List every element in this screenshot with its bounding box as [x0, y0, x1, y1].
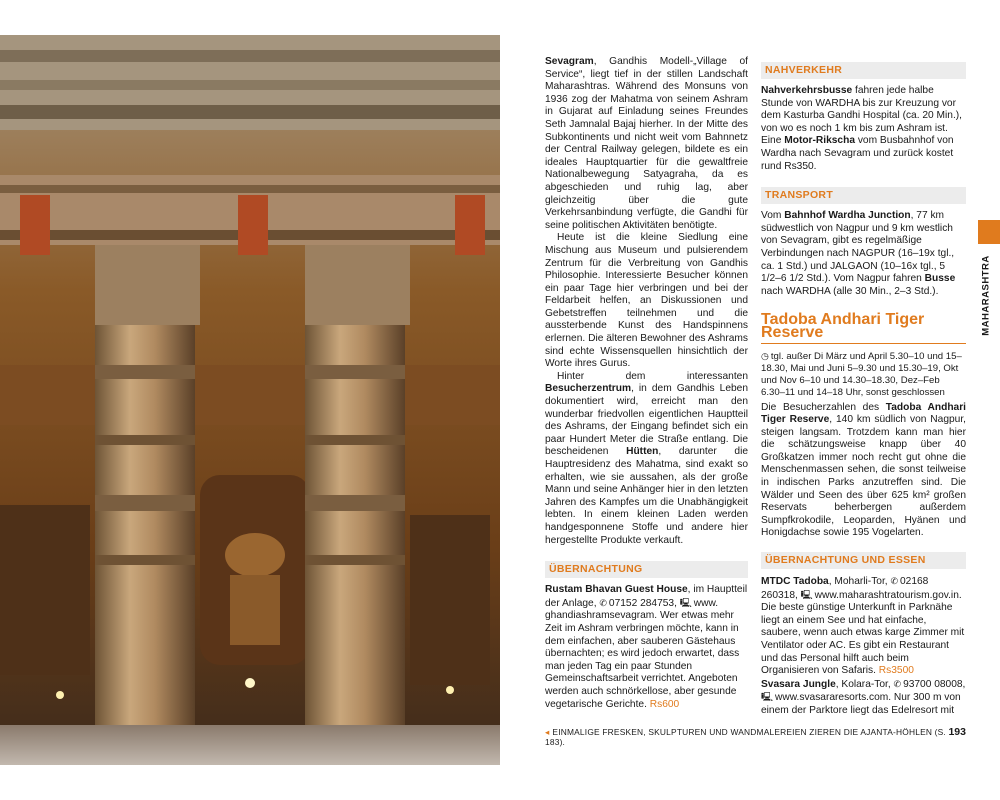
page-number: 193: [948, 726, 966, 738]
computer-icon: 🖳: [761, 692, 774, 703]
main-text-column: [545, 56, 748, 711]
transport-text: Vom Bahnhof Wardha Junction, 77 km südwestlich von Nagpur und 9 km westlich von Sevagram, gibt es regelmäßige Verbindungen nach NAGPUR (16–19x tgl., ca. 1 Std.) und JALGAON (10–16x tgl., 5 1/2–6 1/2 Std.). Vom Nagpur fahren Busse nach WARDHA (alle 30 Min., 2–3 Std.).: [761, 210, 956, 297]
info-column: [761, 62, 966, 718]
price: Rs600: [649, 698, 680, 710]
nahverkehr-text: Nahverkehrsbusse fahren jede halbe Stunde von WARDHA bis zur Kreuzung vor dem Kasturba Gandhi Hospital (ca. 20 Min.), von wo es noch 1 km bis zum Ashram ist. Eine Motor-Rikscha vom Busbahnhof von Wardha nach Sevagram und zurück kostet rund Rs350.: [761, 85, 963, 172]
phone-icon: ✆: [599, 597, 607, 608]
uebernachtung-essen-heading: ÜBERNACHTUNG UND ESSEN: [761, 552, 966, 569]
price: Rs3500: [878, 665, 914, 677]
visitor-center-paragraph: Hinter dem interessanten Besucherzentrum, in dem Gandhis Leben dokumentiert wird, erreicht man den wunderbar friedvollen eigentlichen Hauptteil des Ashrams, der Eingang befindet sich ein paar Hundert Meter die Straße entlang. Die bescheidenen Hütten, darunter die Hauptresidenz des Mahatma, sind exakt so erhalten, wie sie aussahen, als der große Mann und seine Anhänger hier in den letzten Jahren des Kampfes um die Unabhängigkeit lebten. In einem kleinen Laden werden handgesponnene Stoffe und andere hier hergestellte Produkte verkauft.: [545, 370, 749, 546]
mtdc-entry: MTDC Tadoba, Moharli-Tor, ✆ 02168 260318, 🖳 www.maharashtratourism.gov.in. Die beste günstige Unterkunft in Parknähe liegt an einem See und hat einfache, saubere, wenn auch etwas karge Zimmer mit Ventilator oder AC. Es gibt ein Restaurant und das Personal hilft auch beim Organisieren von Safaris. Rs3500: [761, 576, 965, 677]
svasara-entry: Svasara Jungle, Kolara-Tor, ✆ 93700 08008, 🖳 www.svasararesorts.com. Nur 300 m von einem der Parktore liegt das Edelresort mit: [761, 678, 966, 716]
tadoba-text: Die Besucherzahlen des Tadoba Andhari Tiger Reserve, 140 km südlich von Nagpur, steigen langsam. Trotzdem kann man hier die schätzungsweise knapp über 40 Großkatzen immer noch recht gut ohne die Menschenmassen sehen, die sonst teilweise in indischen Parks anzutreffen sind. Die Wälder und Seen des über 625 km² großen Reservats beherbergen außerdem Sumpfkrokodile, Leoparden, Hyänen und Honigdachse sowie 195 Vogelarten.: [761, 401, 967, 539]
phone-icon: ✆: [893, 678, 902, 689]
computer-icon: 🖳: [679, 597, 692, 608]
caret-left-icon: ◂: [545, 727, 550, 737]
transport-heading: TRANSPORT: [761, 187, 966, 204]
ajanta-cave-photo: [0, 35, 500, 765]
settlement-paragraph: Heute ist die kleine Siedlung eine Mischung aus Museum und pulsierendem Zentrum für die Verbreitung von Gandhis Philosophie. Interessierte Besucher können ein paar Tage hier verbringen und bei der Feldarbeit helfen, an Diskussionen und Gebetstreffen teilnehmen und die aussterbende Kunst des Handspinnens erlernen. Die älteren Bewohner des Ashrams sind echte Wissensquellen hinsichtlich der Worte ihres Gurus.: [545, 232, 748, 370]
nahverkehr-heading: NAHVERKEHR: [761, 62, 966, 79]
intro-paragraph: Sevagram, Gandhis Modell-„Village of Service“, liegt tief in der stillen Landschaft Maharashtras. Während des Monsuns von 1936 zog der Mahatma von seinem Ashram in Gujarat auf Einladung seines Freundes Seth Jamnalal Bajaj hierher. In der Mitte des Subkontinents und nicht weit vom Bahnnetz der Central Railway gelegen, bildete es ein ideales Hauptquartier für die gewaltfreie Nationalbewegung Satyagraha, da es abgeschieden und ruhig lag, aber gleichzeitig über die gute Verkehrsanbindung verfügte, die Gandhi für seine politischen Aktivitäten benötigte.: [545, 56, 748, 231]
chapter-tab: [978, 220, 1000, 244]
photo-caption: ◂ EINMALIGE FRESKEN, SKULPTUREN UND WANDMALEREIEN ZIEREN DIE AJANTA-HÖHLEN (S. 183).: [545, 727, 946, 747]
clock-icon: ◷: [761, 350, 769, 361]
phone-icon: ✆: [890, 576, 898, 587]
uebernachtung-heading: ÜBERNACHTUNG: [545, 561, 748, 578]
computer-icon: 🖳: [800, 589, 813, 600]
opening-hours: ◷ tgl. außer Di März und April 5.30–10 und 15–18.30, Mai und Juni 5–9.30 und 15.30–19, Okt und Nov 6–10 und 14.30–18.30, Dez–Feb 6.30–11 und 14–18 Uhr, sonst geschlossen: [761, 350, 962, 398]
chapter-label: MAHARASHTRA: [980, 255, 992, 336]
tadoba-title: Tadoba Andhari Tiger Reserve: [761, 314, 966, 343]
rustam-bhavan-entry: Rustam Bhavan Guest House, im Hauptteil der Anlage, ✆ 07152 284753, 🖳 www. ghandiashramsevagram. Wer etwas mehr Zeit im Ashram verbringen möchte, kann in dem einfachen, aber sauberen Gästehaus übernachten; es wird jedoch erwartet, dass man jeden Tag ein paar Stunden Gemeinschaftsarbeit verrichtet. Angeboten werden auch schnörkellose, aber gesunde vegetarische Gerichte. Rs600: [545, 584, 748, 710]
